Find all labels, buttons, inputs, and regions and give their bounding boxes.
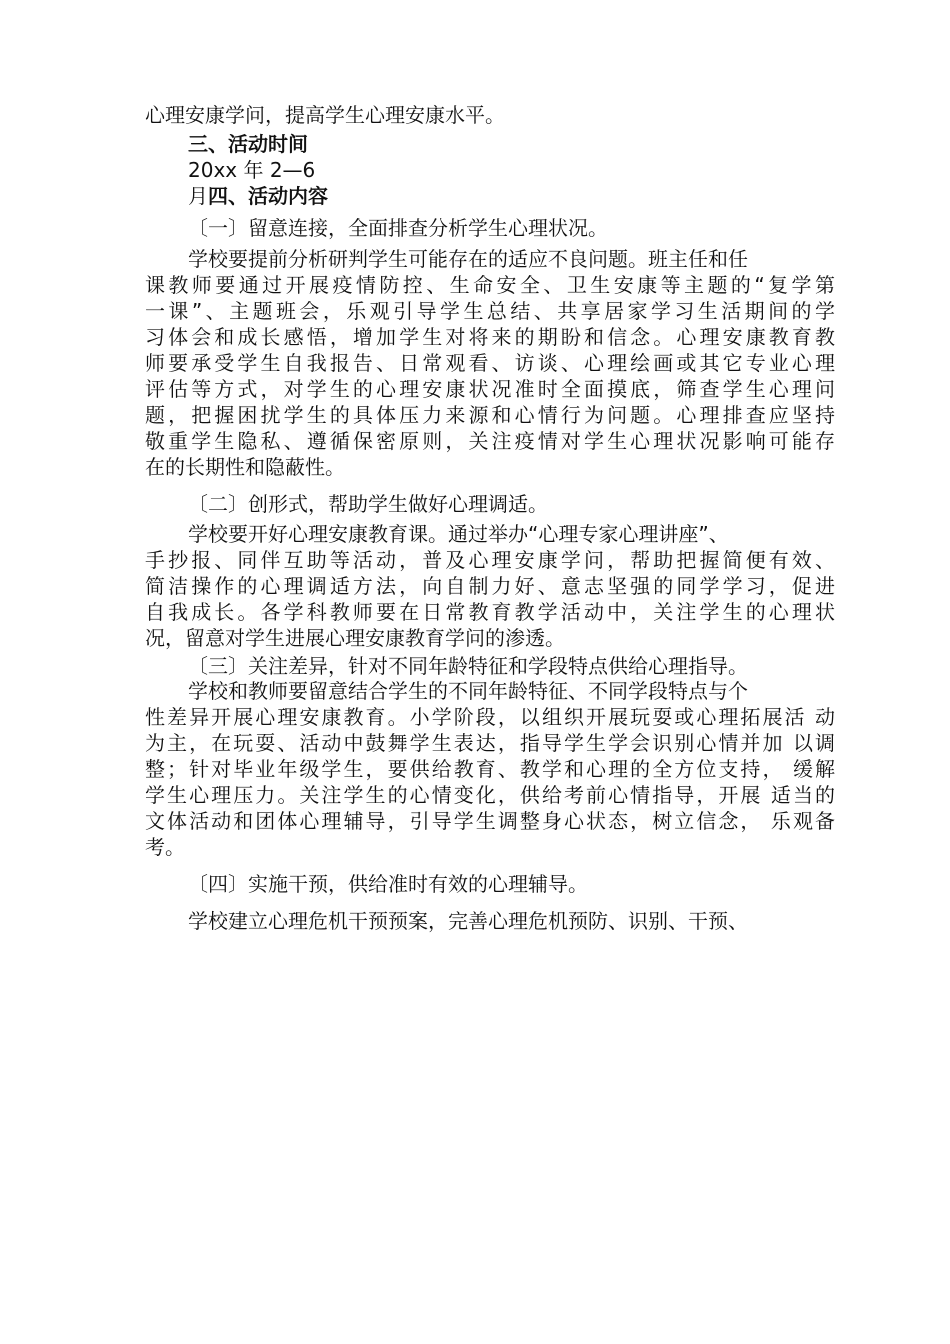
paragraph-line: 习体会和成长感悟，增加学生对将来的期盼和信念。心理安康教育教 [145,325,835,349]
section-heading: 四、活动内容 [208,184,328,208]
paragraph-line: 评估等方式，对学生的心理安康状况准时全面摸底，筛查学生心理问 [145,377,835,401]
date-line-continuation [188,183,878,209]
paragraph-line: 课教师要通过开展疫情防控、生命安全、卫生安康等主题的“复学第 [145,273,835,297]
subsection-heading: 〔一〕留意连接，全面排查分析学生心理状况。 [188,216,608,240]
paragraph-line: 学校和教师要留意结合学生的不同年龄特征、不同学段特点与个 [188,679,748,703]
paragraph-line: 自我成长。各学科教师要在日常教育教学活动中，关注学生的心理状 [145,600,835,624]
paragraph-line: 简洁操作的心理调适方法，向自制力好、意志坚强的同学学习，促进 [145,574,835,598]
paragraph-line: 学生心理压力。关注学生的心情变化，供给考前心情指导，开展 适当的 [145,783,835,807]
date-line: 20xx 年 2—6 [188,158,316,182]
paragraph-line: 性差异开展心理安康教育。小学阶段，以组织开展玩耍或心理拓展活 动 [145,705,835,729]
paragraph-line: 整；针对毕业年级学生，要供给教育、教学和心理的全方位支持， 缓解 [145,757,835,781]
paragraph-line: 学校要开好心理安康教育课。通过举办“心理专家心理讲座”、 [188,522,729,546]
paragraph-line: 学校建立心理危机干预预案，完善心理危机预防、识别、干预、 [188,909,748,933]
paragraph-line: 学校要提前分析研判学生可能存在的适应不良问题。班主任和任 [188,247,748,271]
paragraph-line: 考。 [145,835,185,859]
paragraph-line: 在的长期性和隐蔽性。 [145,455,345,479]
paragraph-line: 手抄报、同伴互助等活动，普及心理安康学问，帮助把握简便有效、 [145,548,835,572]
subsection-heading: 〔四〕实施干预，供给准时有效的心理辅导。 [188,872,588,896]
month-text: 月 [188,184,208,208]
section-heading: 三、活动时间 [188,132,308,156]
paragraph-line: 文体活动和团体心理辅导，引导学生调整身心状态，树立信念， 乐观备 [145,809,835,833]
subsection-heading: 〔二〕创形式，帮助学生做好心理调适。 [188,492,548,516]
paragraph-line: 一课”、主题班会，乐观引导学生总结、共享居家学习生活期间的学 [145,299,835,323]
paragraph-line: 为主，在玩耍、活动中鼓舞学生表达，指导学生学会识别心情并加 以调 [145,731,835,755]
paragraph-line: 师要承受学生自我报告、日常观看、访谈、心理绘画或其它专业心理 [145,351,835,375]
paragraph-line: 况，留意对学生进展心理安康教育学问的渗透。 [145,626,565,650]
paragraph-line: 题，把握困扰学生的具体压力来源和心情行为问题。心理排查应坚持 [145,403,835,427]
paragraph-line: 敬重学生隐私、遵循保密原则，关注疫情对学生心理状况影响可能存 [145,429,835,453]
paragraph-line: 心理安康学问，提高学生心理安康水平。 [145,103,505,127]
subsection-heading: 〔三〕关注差异，针对不同年龄特征和学段特点供给心理指导。 [188,654,748,678]
